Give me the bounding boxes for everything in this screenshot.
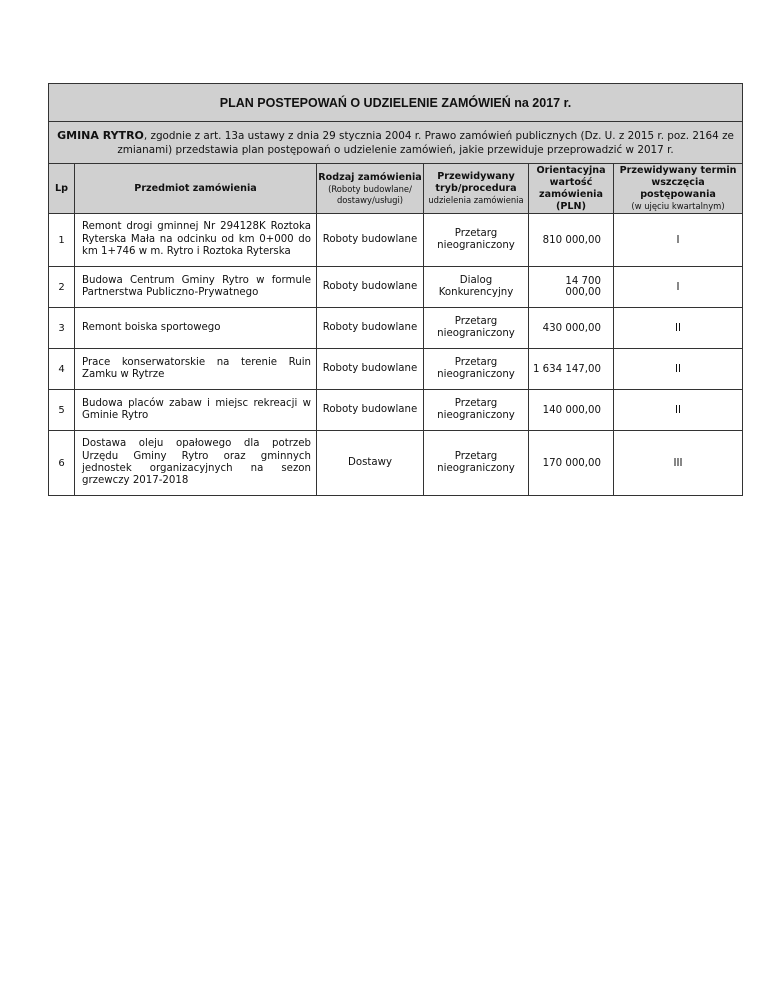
municipality-name: GMINA RYTRO [57,128,144,142]
row-term: I [614,267,743,308]
row-value: 140 000,00 [529,390,614,431]
row-term: III [614,431,743,496]
intro-text: , zgodnie z art. 13a ustawy z dnia 29 stycznia 2004 r. Prawo zamówień publicznych (Dz. U. z 2015 r. poz. 2164 ze zmianami) przedstawia plan postępowań o udzielenie zamówień, jakie przewiduje przeprowadzić w 2017 r. [117,129,734,156]
row-subject: Budowa Centrum Gminy Rytro w formule Partnerstwa Publiczno-Prywatnego [75,267,317,308]
intro-paragraph [49,122,743,164]
row-subject: Remont boiska sportowego [75,308,317,349]
col-header-lp: Lp [49,164,75,214]
row-lp: 1 [49,214,75,267]
col-header-term-sub: (w ujęciu kwartalnym) [631,201,725,211]
row-type: Roboty budowlane [317,390,424,431]
col-header-type: Rodzaj zamówienia (Roboty budowlane/ dostawy/usługi) [317,164,424,214]
row-subject: Remont drogi gminnej Nr 294128K Roztoka Ryterska Mała na odcinku od km 0+000 do km 1+746 w m. Rytro i Roztoka Ryterska [75,214,317,267]
row-type: Roboty budowlane [317,214,424,267]
row-term: I [614,214,743,267]
row-lp: 6 [49,431,75,496]
row-type: Roboty budowlane [317,267,424,308]
row-term: II [614,349,743,390]
row-term: II [614,308,743,349]
col-header-term: Przewidywany termin wszczęcia postępowania (w ujęciu kwartalnym) [614,164,743,214]
row-type: Roboty budowlane [317,308,424,349]
row-value: 430 000,00 [529,308,614,349]
row-mode: Przetarg nieograniczony [424,214,529,267]
col-header-mode: Przewidywany tryb/procedura udzielenia zamówienia [424,164,529,214]
row-lp: 5 [49,390,75,431]
row-value: 14 700 000,00 [529,267,614,308]
table-row [49,349,743,390]
procurement-plan-document [48,83,742,496]
table-row [49,214,743,267]
row-type: Dostawy [317,431,424,496]
col-header-value: Orientacyjna wartość zamówienia (PLN) [529,164,614,214]
row-type: Roboty budowlane [317,349,424,390]
col-header-mode-sub: udzielenia zamówienia [428,195,524,205]
row-value: 1 634 147,00 [529,349,614,390]
table-row [49,267,743,308]
row-mode: Dialog Konkurencyjny [424,267,529,308]
row-mode: Przetarg nieograniczony [424,431,529,496]
col-header-type-sub: (Roboty budowlane/ dostawy/usługi) [328,183,412,205]
row-value: 810 000,00 [529,214,614,267]
row-lp: 3 [49,308,75,349]
document-title: PLAN POSTEPOWAŃ O UDZIELENIE ZAMÓWIEŃ na 2017 r. [49,84,743,122]
table-row [49,431,743,496]
col-header-subject: Przedmiot zamówienia [75,164,317,214]
row-mode: Przetarg nieograniczony [424,308,529,349]
table-header [49,164,743,214]
row-subject: Prace konserwatorskie na terenie Ruin Zamku w Rytrze [75,349,317,390]
row-subject: Dostawa oleju opałowego dla potrzeb Urzędu Gminy Rytro oraz gminnych jednostek organizacyjnych na sezon grzewczy 2017-2018 [75,431,317,496]
table-row [49,308,743,349]
row-term: II [614,390,743,431]
procurement-plan-table [48,83,743,496]
row-lp: 2 [49,267,75,308]
row-value: 170 000,00 [529,431,614,496]
row-mode: Przetarg nieograniczony [424,349,529,390]
row-lp: 4 [49,349,75,390]
row-mode: Przetarg nieograniczony [424,390,529,431]
row-subject: Budowa placów zabaw i miejsc rekreacji w Gminie Rytro [75,390,317,431]
table-row [49,390,743,431]
